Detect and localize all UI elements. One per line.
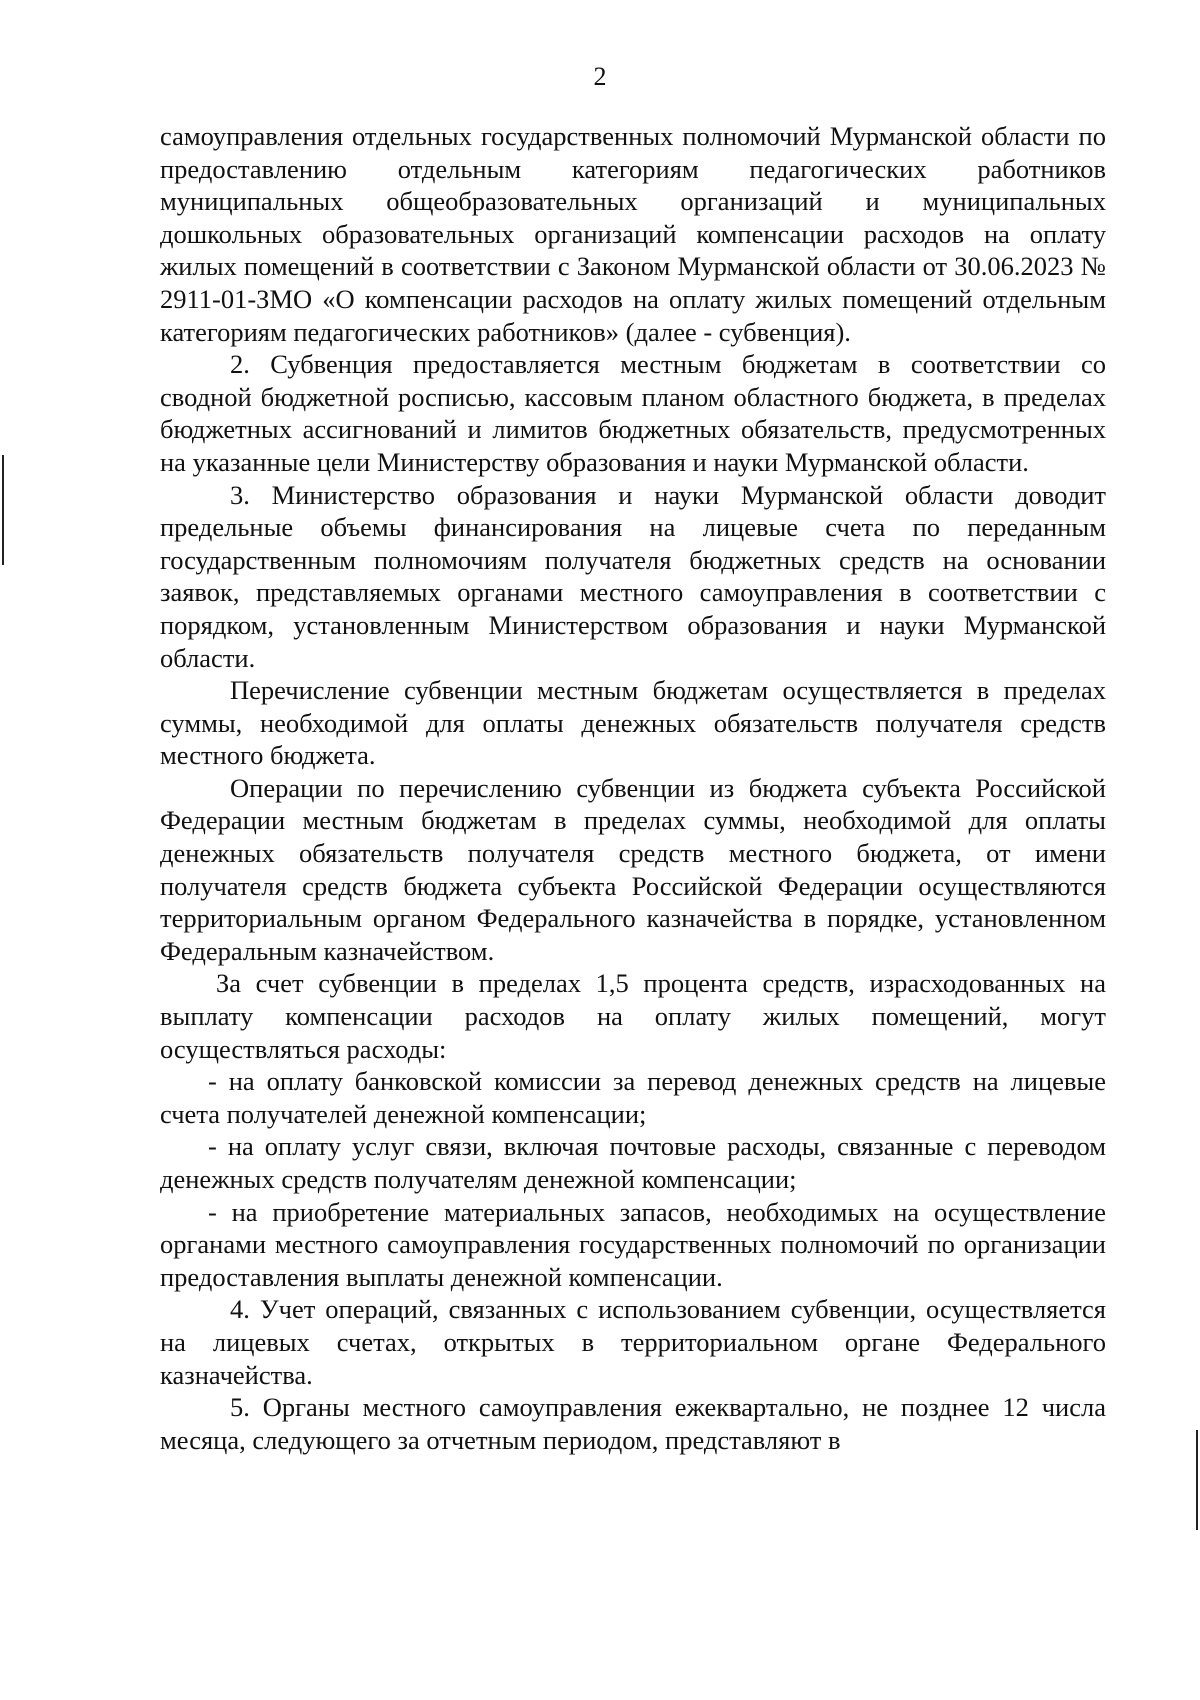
scan-edge-mark-right — [1196, 1430, 1198, 1530]
paragraph-operations: Операции по перечислению субвенции из бюджета субъекта Российской Федерации местным бюджетам в пределах суммы, необходимой для оплаты денежных обязательств получателя средств местного бюджета, от имени получателя средств бюджета субъекта Российской Федерации осуществляются территориальным органом Федерального казначейства в порядке, установленном Федеральным казначейством. — [160, 772, 1106, 966]
list-item-bank-commission: - на оплату банковской комиссии за перевод денежных средств на лицевые счета получателей денежной компенсации; — [160, 1066, 1106, 1129]
paragraph-clause-4: 4. Учет операций, связанных с использованием субвенции, осуществляется на лицевых счетах, открытых в территориальном органе Федерального казначейства. — [160, 1294, 1106, 1390]
paragraph-clause-5: 5. Органы местного самоуправления ежеквартально, не позднее 12 числа месяца, следующего за отчетным периодом, представляют в — [160, 1392, 1106, 1455]
page-number: 2 — [593, 62, 607, 91]
paragraph-expenses: За счет субвенции в пределах 1,5 процента средств, израсходованных на выплату компенсации расходов на оплату жилых помещений, могут осуществляться расходы: — [160, 968, 1106, 1064]
list-item-communication: - на оплату услуг связи, включая почтовые расходы, связанные с переводом денежных средств получателям денежной компенсации; — [160, 1131, 1106, 1194]
scan-edge-mark-left — [2, 455, 4, 565]
paragraph-continuation: самоуправления отдельных государственных полномочий Мурманской области по предоставлению отдельным категориям педагогических работников муниципальных общеобразовательных организаций и муниципальных дошкольных образовательных организаций компенсации расходов на оплату жилых помещений в соответствии с Законом Мурманской области от 30.06.2023 № 2911-01-ЗМО «О компенсации расходов на оплату жилых помещений отдельным категориям педагогических работников» (далее - субвенция). — [160, 121, 1106, 347]
paragraph-clause-2: 2. Субвенция предоставляется местным бюджетам в соответствии со сводной бюджетной росписью, кассовым планом областного бюджета, в пределах бюджетных ассигнований и лимитов бюджетных обязательств, предусмотренных на указанные цели Министерству образования и науки Мурманской области. — [160, 349, 1106, 477]
paragraph-transfer: Перечисление субвенции местным бюджетам осуществляется в пределах суммы, необходимой для оплаты денежных обязательств получателя средств местного бюджета. — [160, 675, 1106, 771]
document-body — [160, 120, 1106, 1456]
paragraph-clause-3: 3. Министерство образования и науки Мурманской области доводит предельные объемы финансирования на лицевые счета по переданным государственным полномочиям получателя бюджетных средств на основании заявок, представляемых органами местного самоуправления в соответствии с порядком, установленным Министерством образования и науки Мурманской области. — [160, 479, 1106, 673]
list-item-materials: - на приобретение материальных запасов, необходимых на осуществление органами местного самоуправления государственных полномочий по организации предоставления выплаты денежной компенсации. — [160, 1196, 1106, 1292]
